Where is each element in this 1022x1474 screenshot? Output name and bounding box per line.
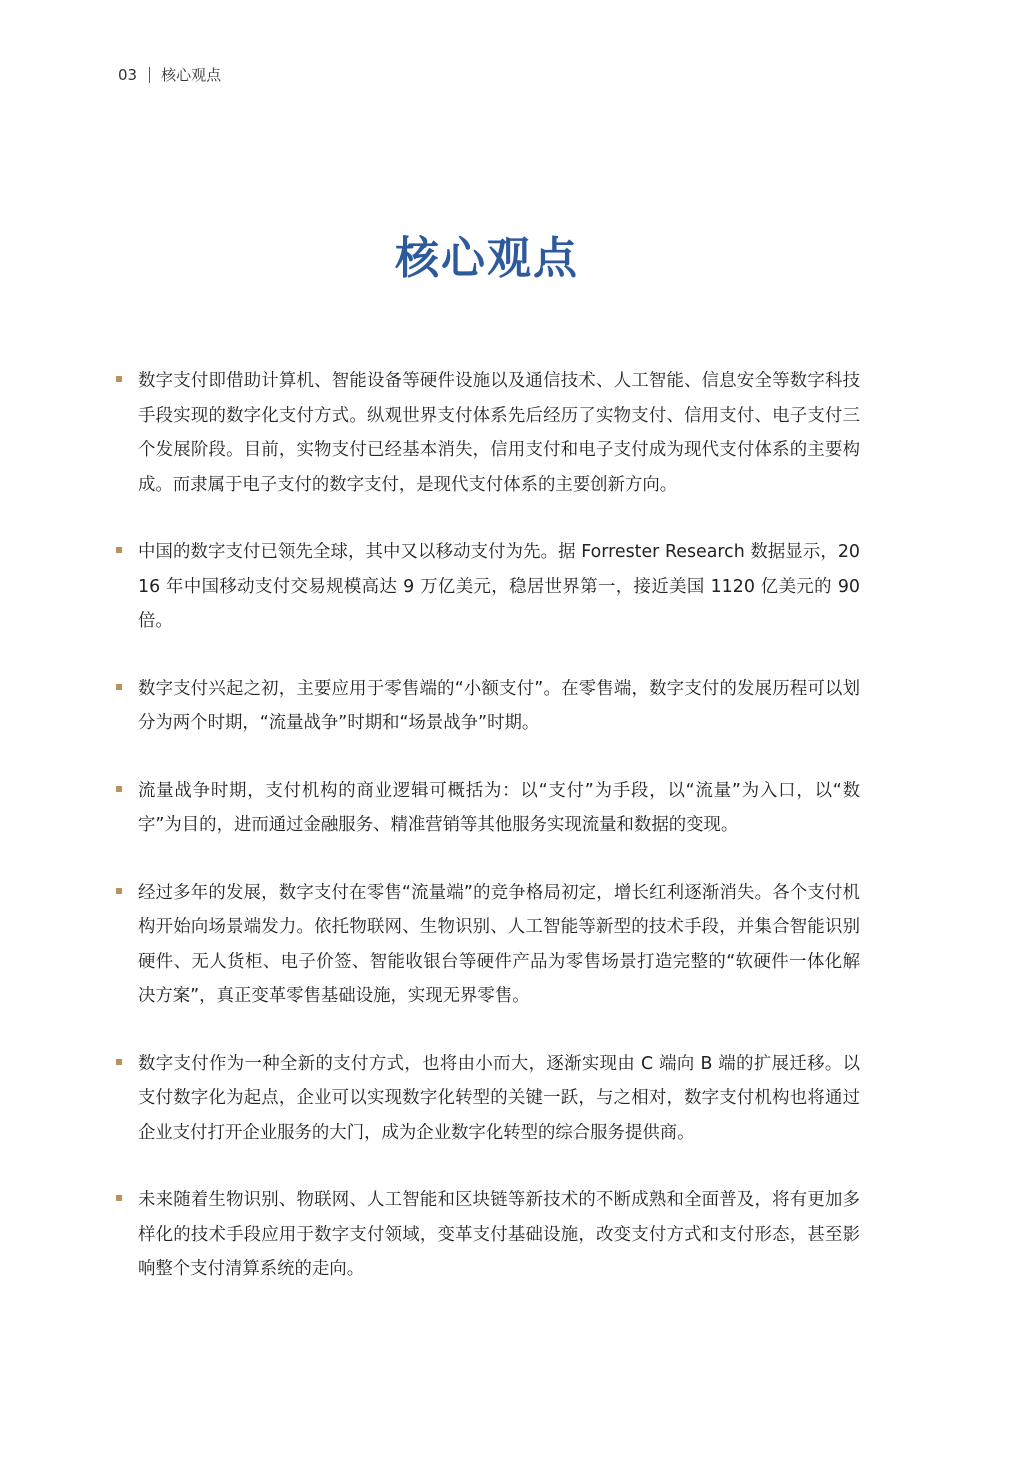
square-bullet-icon (116, 684, 122, 690)
square-bullet-icon (116, 786, 122, 792)
running-header (118, 64, 221, 85)
key-points-list (116, 364, 860, 1320)
square-bullet-icon (116, 1059, 122, 1065)
key-point (116, 535, 860, 639)
page-title: 核心观点 (395, 233, 579, 284)
key-point (116, 672, 860, 741)
key-point (116, 876, 860, 1014)
key-point-text: 中国的数字支付已领先全球，其中又以移动支付为先。据 Forrester Research 数据显示，2016 年中国移动支付交易规模高达 9 万亿美元，稳居世界第一，接近美国 1120 亿美元的 90 倍。 (138, 542, 860, 631)
square-bullet-icon (116, 547, 122, 553)
key-point (116, 1047, 860, 1151)
square-bullet-icon (116, 1195, 122, 1201)
key-point-text: 流量战争时期，支付机构的商业逻辑可概括为：以“支付”为手段，以“流量”为入口，以“数字”为目的，进而通过金融服务、精准营销等其他服务实现流量和数据的变现。 (138, 780, 860, 835)
header-divider (149, 67, 150, 83)
key-point (116, 1183, 860, 1287)
square-bullet-icon (116, 376, 122, 382)
key-point (116, 364, 860, 502)
square-bullet-icon (116, 888, 122, 894)
key-point-text: 数字支付作为一种全新的支付方式，也将由小而大，逐渐实现由 C 端向 B 端的扩展迁移。以支付数字化为起点，企业可以实现数字化转型的关键一跃，与之相对，数字支付机构也将通过企业支付打开企业服务的大门，成为企业数字化转型的综合服务提供商。 (138, 1053, 860, 1143)
key-point-text: 经过多年的发展，数字支付在零售“流量端”的竞争格局初定，增长红利逐渐消失。各个支付机构开始向场景端发力。依托物联网、生物识别、人工智能等新型的技术手段，并集合智能识别硬件、无人货柜、电子价签、智能收银台等硬件产品为零售场景打造完整的“软硬件一体化解决方案”，真正变革零售基础设施，实现无界零售。 (138, 882, 860, 1006)
key-point-text: 数字支付即借助计算机、智能设备等硬件设施以及通信技术、人工智能、信息安全等数字科技手段实现的数字化支付方式。纵观世界支付体系先后经历了实物支付、信用支付、电子支付三个发展阶段。目前，实物支付已经基本消失，信用支付和电子支付成为现代支付体系的主要构成。而隶属于电子支付的数字支付，是现代支付体系的主要创新方向。 (138, 371, 860, 495)
section-label: 核心观点 (161, 66, 222, 84)
key-point-text: 未来随着生物识别、物联网、人工智能和区块链等新技术的不断成熟和全面普及，将有更加多样化的技术手段应用于数字支付领域，变革支付基础设施，改变支付方式和支付形态，甚至影响整个支付清算系统的走向。 (138, 1190, 860, 1279)
page-number: 03 (118, 65, 138, 84)
key-point-text: 数字支付兴起之初，主要应用于零售端的“小额支付”。在零售端，数字支付的发展历程可以划分为两个时期，“流量战争”时期和“场景战争”时期。 (138, 678, 860, 733)
key-point (116, 774, 860, 843)
